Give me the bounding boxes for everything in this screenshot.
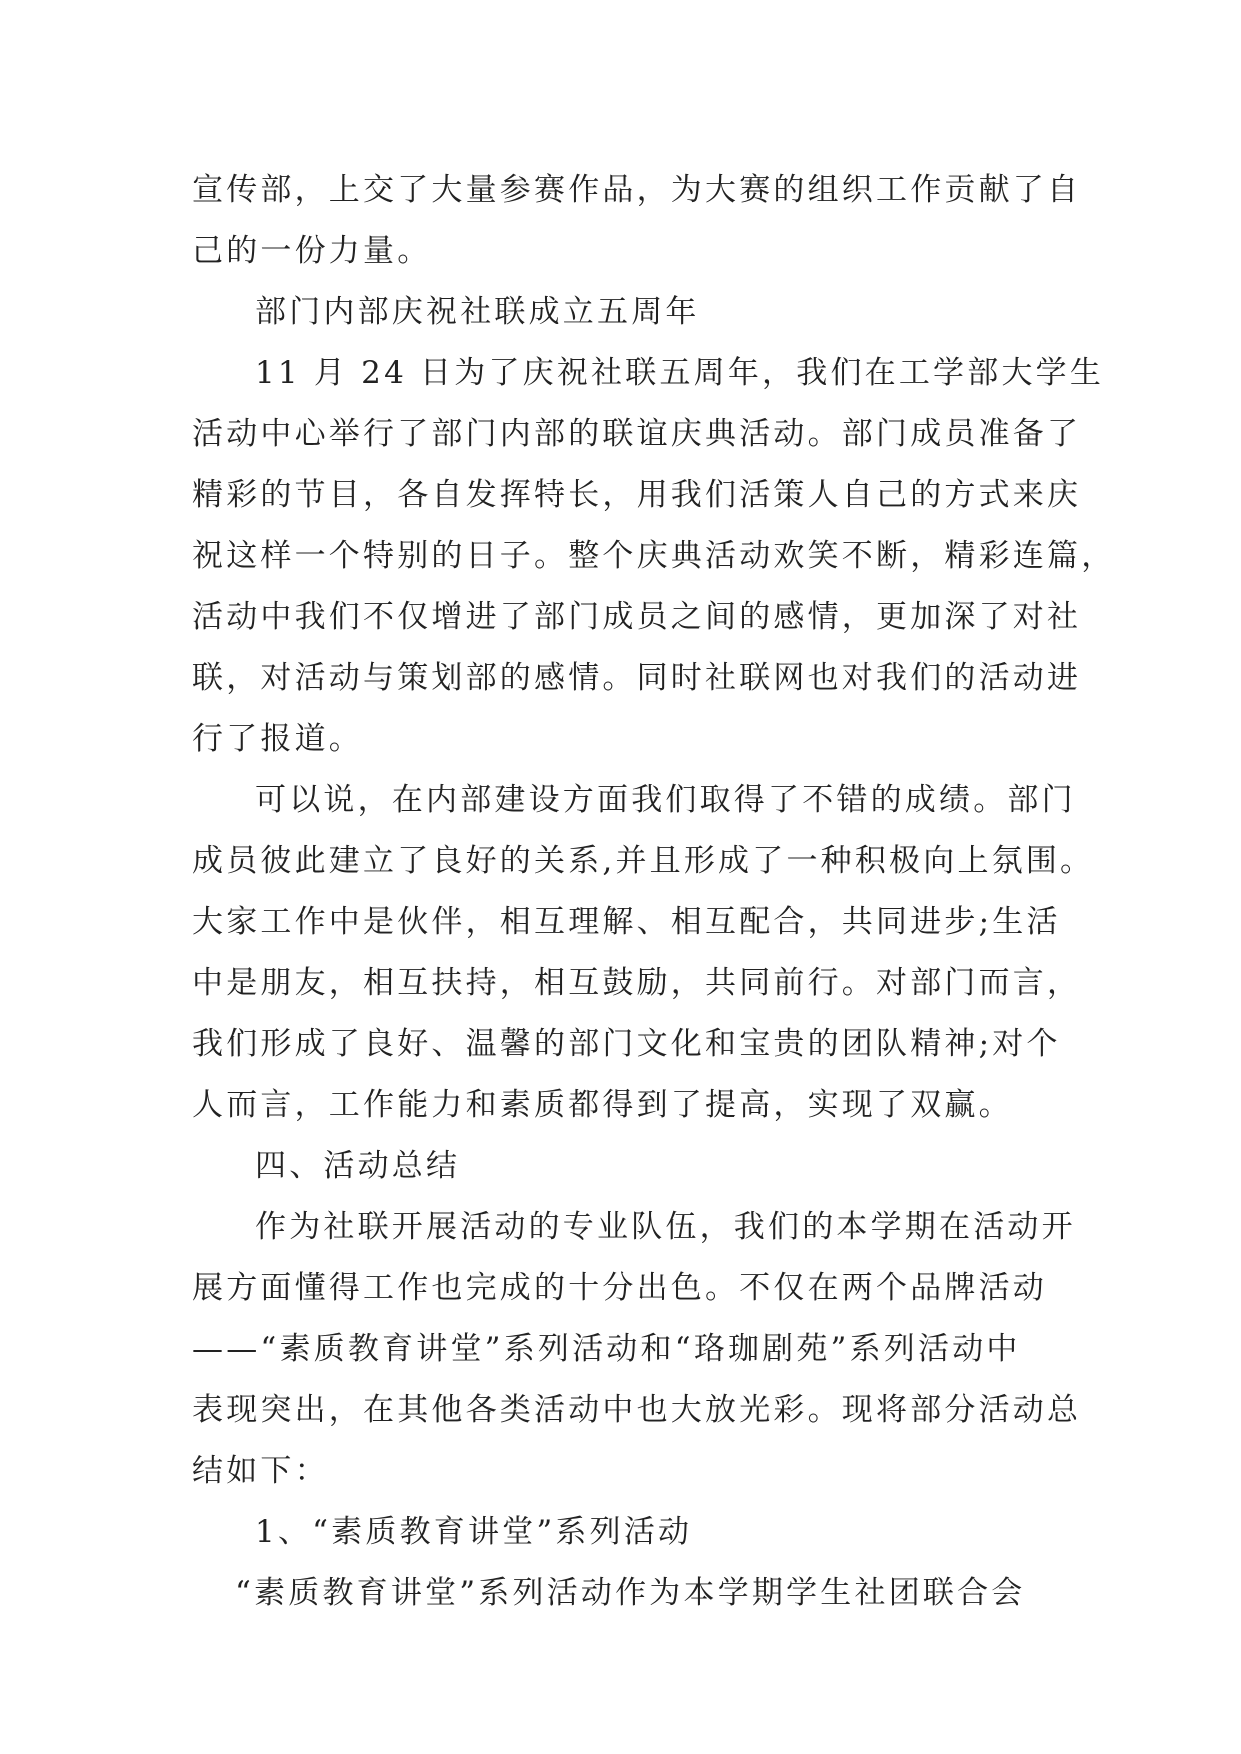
text-line: 大家工作中是伙伴，相互理解、相互配合，共同进步;生活 [192, 904, 1061, 940]
text-line: 中是朋友，相互扶持，相互鼓励，共同前行。对部门而言， [192, 965, 1082, 1001]
section-heading: 部门内部庆祝社联成立五周年 [255, 294, 700, 330]
text-line: 活动中我们不仅增进了部门成员之间的感情，更加深了对社 [192, 599, 1082, 635]
document-body [192, 160, 1116, 1624]
text-line: 联，对活动与策划部的感情。同时社联网也对我们的活动进 [192, 660, 1082, 696]
text-line: 宣传部，上交了大量参赛作品，为大赛的组织工作贡献了自 [192, 172, 1082, 208]
text-line: 成员彼此建立了良好的关系,并且形成了一种积极向上氛围。 [192, 843, 1095, 879]
section-heading: 1、“素质教育讲堂”系列活动 [255, 1514, 693, 1550]
text-line: 表现突出，在其他各类活动中也大放光彩。现将部分活动总 [192, 1392, 1082, 1428]
text-line: 活动中心举行了部门内部的联谊庆典活动。部门成员准备了 [192, 416, 1082, 452]
section-heading: 四、活动总结 [255, 1148, 461, 1184]
text-line: 可以说，在内部建设方面我们取得了不错的成绩。部门 [255, 782, 1076, 818]
text-line: 我们形成了良好、温馨的部门文化和宝贵的团队精神;对个 [192, 1026, 1061, 1062]
text-line: “素质教育讲堂”系列活动作为本学期学生社团联合会 [235, 1575, 1026, 1611]
text-line: 己的一份力量。 [192, 233, 432, 269]
text-line: 人而言，工作能力和素质都得到了提高，实现了双赢。 [192, 1087, 1013, 1123]
text-line: 行了报道。 [192, 721, 363, 757]
text-line: ——“素质教育讲堂”系列活动和“珞珈剧苑”系列活动中 [192, 1331, 1021, 1367]
text-line: 精彩的节目，各自发挥特长，用我们活策人自己的方式来庆 [192, 477, 1082, 513]
text-line: 11 月 24 日为了庆祝社联五周年，我们在工学部大学生 [255, 355, 1105, 391]
text-line: 祝这样一个特别的日子。整个庆典活动欢笑不断，精彩连篇， [192, 538, 1116, 574]
text-line: 作为社联开展活动的专业队伍，我们的本学期在活动开 [255, 1209, 1076, 1245]
text-line: 展方面懂得工作也完成的十分出色。不仅在两个品牌活动 [192, 1270, 1047, 1306]
text-line: 结如下： [192, 1453, 329, 1489]
